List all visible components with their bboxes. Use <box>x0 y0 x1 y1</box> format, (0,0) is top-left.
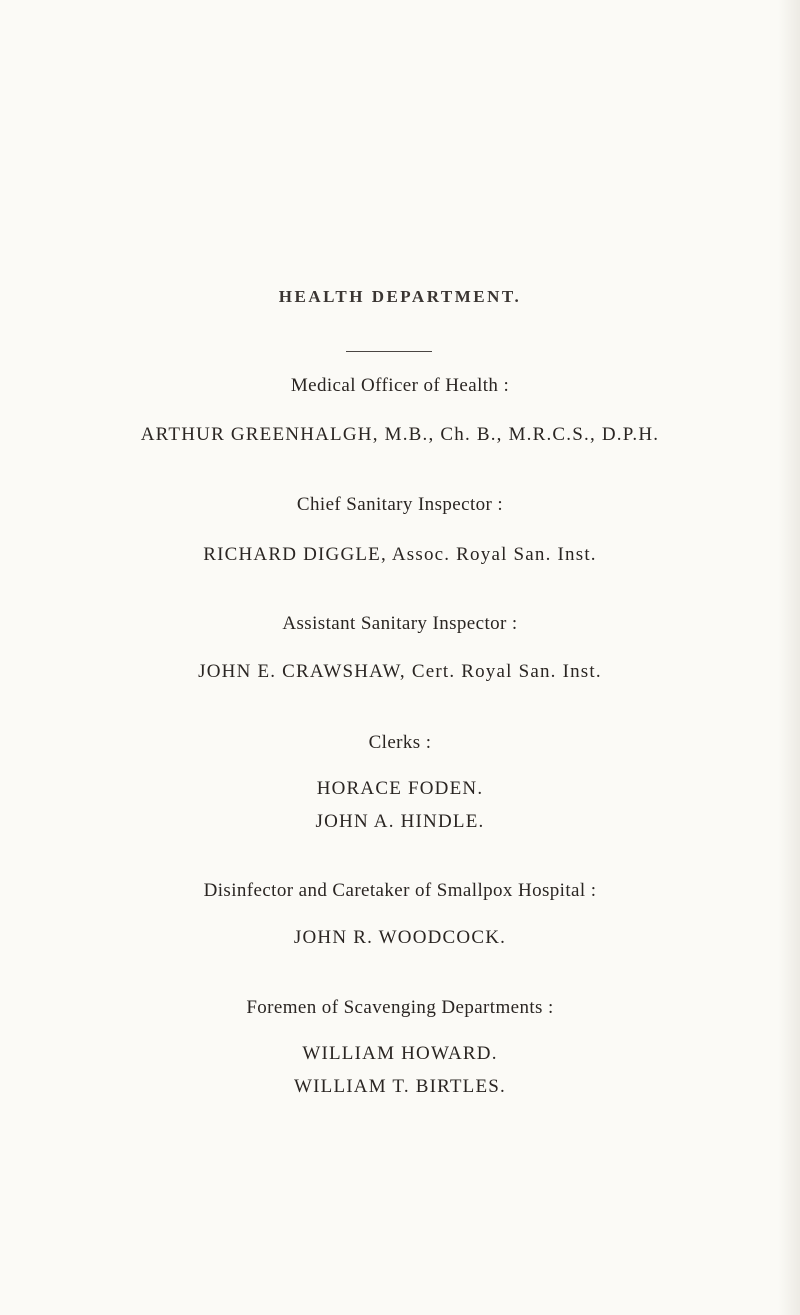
page-edge-shadow <box>778 0 800 1315</box>
section-title-assistant-sanitary-inspector: Assistant Sanitary Inspector : <box>282 613 518 634</box>
heading-rule <box>346 351 432 352</box>
section-title-chief-sanitary-inspector: Chief Sanitary Inspector : <box>296 494 504 515</box>
section-name-chief-sanitary-inspector: RICHARD DIGGLE, Assoc. Royal San. Inst. <box>203 544 597 565</box>
section-title-disinfector: Disinfector and Caretaker of Smallpox Hospital : <box>203 880 597 901</box>
section-name-clerk-1: HORACE FODEN. <box>316 778 484 799</box>
page-heading: HEALTH DEPARTMENT. <box>278 287 522 306</box>
section-name-assistant-sanitary-inspector: JOHN E. CRAWSHAW, Cert. Royal San. Inst. <box>198 661 602 682</box>
section-title-medical-officer: Medical Officer of Health : <box>290 375 510 396</box>
section-title-clerks: Clerks : <box>368 732 432 753</box>
section-name-disinfector: JOHN R. WOODCOCK. <box>293 927 507 948</box>
section-title-foremen: Foremen of Scavenging Departments : <box>246 997 554 1018</box>
section-name-clerk-2: JOHN A. HINDLE. <box>315 811 485 832</box>
section-name-medical-officer: ARTHUR GREENHALGH, M.B., Ch. B., M.R.C.S., D.P.H. <box>140 424 660 445</box>
section-name-foreman-1: WILLIAM HOWARD. <box>302 1043 498 1064</box>
section-name-foreman-2: WILLIAM T. BIRTLES. <box>294 1076 506 1097</box>
